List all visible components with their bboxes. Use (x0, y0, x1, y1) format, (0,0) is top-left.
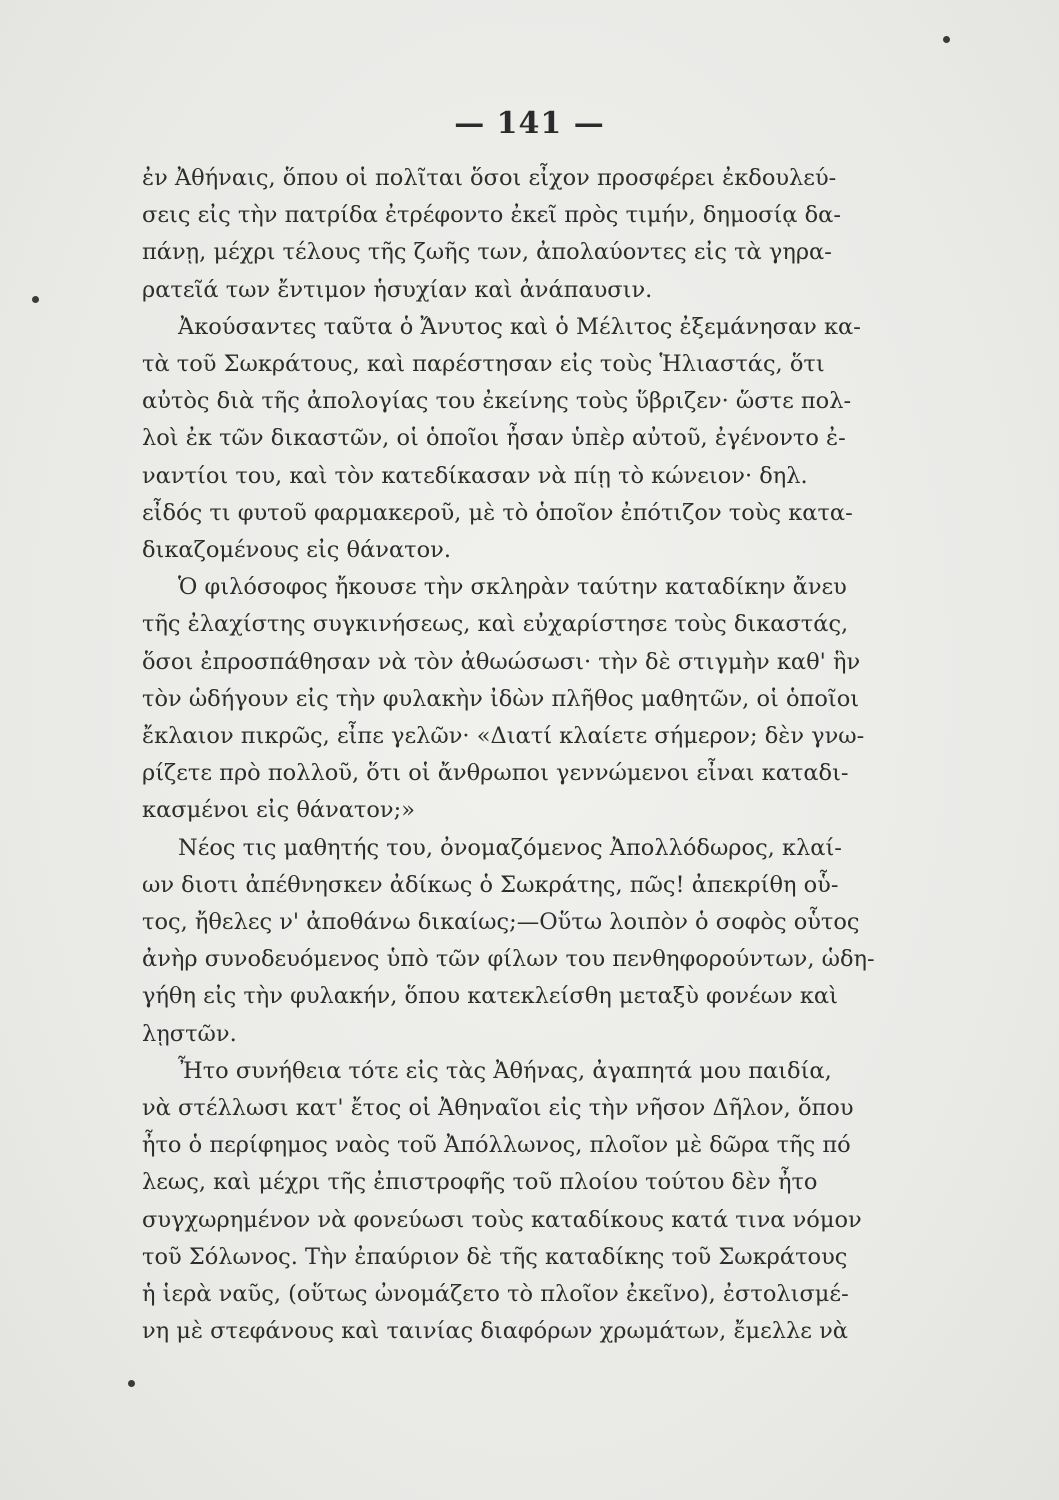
text-line: ἔκλαιον πικρῶς, εἶπε γελῶν· «Διατί κλαίετε σήμερον; δὲν γνω- (142, 723, 865, 750)
text-line: λῃστῶν. (142, 1020, 237, 1047)
text-line: πάνῃ, μέχρι τέλους τῆς ζωῆς των, ἀπολαύοντες εἰς τὰ γηρα- (142, 239, 832, 266)
text-line: Νέος τις μαθητής του, ὀνομαζόμενος Ἀπολλόδωρος, κλαί- (178, 834, 842, 861)
text-line: εἶδός τι φυτοῦ φαρμακεροῦ, μὲ τὸ ὁποῖον ἐπότιζον τοὺς κατα- (142, 499, 853, 526)
page-body (142, 160, 902, 1351)
text-line: τος, ἤθελες ν' ἀποθάνω δικαίως;—Οὕτω λοιπὸν ὁ σοφὸς οὗτος (142, 909, 860, 936)
text-line: ρίζετε πρὸ πολλοῦ, ὅτι οἱ ἄνθρωποι γεννώμενοι εἶναι καταδι- (142, 760, 849, 787)
text-line: ναντίοι του, καὶ τὸν κατεδίκασαν νὰ πίῃ τὸ κώνειον· δηλ. (142, 462, 808, 489)
text-line: γήθη εἰς τὴν φυλακήν, ὅπου κατεκλείσθη μεταξὺ φονέων καὶ (142, 983, 838, 1010)
text-line: τοῦ Σόλωνος. Τὴν ἐπαύριον δὲ τῆς καταδίκης τοῦ Σωκράτους (142, 1243, 848, 1270)
ink-speck (943, 36, 950, 43)
text-line: Ἦτο συνήθεια τότε εἰς τὰς Ἀθήνας, ἀγαπητά μου παιδία, (178, 1057, 832, 1084)
page-number: — 141 — (454, 106, 605, 141)
text-line: ὅσοι ἐπροσπάθησαν νὰ τὸν ἀθωώσωσι· τὴν δὲ στιγμὴν καθ' ἣν (142, 648, 861, 675)
text-line: νὰ στέλλωσι κατ' ἔτος οἱ Ἀθηναῖοι εἰς τὴν νῆσον Δῆλον, ὅπου (142, 1095, 854, 1122)
text-line: τὸν ὡδήγουν εἰς τὴν φυλακὴν ἰδὼν πλῆθος μαθητῶν, οἱ ὁποῖοι (142, 685, 860, 712)
text-line: ἦτο ὁ περίφημος ναὸς τοῦ Ἀπόλλωνος, πλοῖον μὲ δῶρα τῆς πό (142, 1132, 851, 1159)
text-line: ρατεῖά των ἔντιμον ἡσυχίαν καὶ ἀνάπαυσιν. (142, 276, 653, 303)
text-line: τῆς ἐλαχίστης συγκινήσεως, καὶ εὐχαρίστησε τοὺς δικαστάς, (142, 611, 849, 638)
text-line: νη μὲ στεφάνους καὶ ταινίας διαφόρων χρωμάτων, ἔμελλε νὰ (142, 1318, 848, 1345)
text-line: σεις εἰς τὴν πατρίδα ἐτρέφοντο ἐκεῖ πρὸς τιμήν, δημοσίᾳ δα- (142, 202, 841, 229)
text-line: δικαζομένους εἰς θάνατον. (142, 537, 451, 564)
text-line: ἀνὴρ συνοδευόμενος ὑπὸ τῶν φίλων του πενθηφορούντων, ὡδη- (142, 946, 875, 973)
text-line: κασμένοι εἰς θάνατον;» (142, 797, 415, 824)
text-line: τὰ τοῦ Σωκράτους, καὶ παρέστησαν εἰς τοὺς Ἡλιαστάς, ὅτι (142, 351, 825, 378)
ink-speck (32, 296, 39, 303)
ink-speck (128, 1380, 135, 1387)
text-line: ἐν Ἀθήναις, ὅπου οἱ πολῖται ὅσοι εἶχον προσφέρει ἐκδουλεύ- (142, 165, 837, 191)
text-line: αὐτὸς διὰ τῆς ἀπολογίας του ἐκείνης τοὺς ὕβριζεν· ὥστε πολ- (142, 388, 852, 415)
text-line: λοὶ ἐκ τῶν δικαστῶν, οἱ ὁποῖοι ἦσαν ὑπὲρ αὐτοῦ, ἐγένοντο ἐ- (142, 425, 846, 452)
text-line: ἡ ἱερὰ ναῦς, (οὕτως ὠνομάζετο τὸ πλοῖον ἐκεῖνο), ἐστολισμέ- (142, 1281, 849, 1308)
text-line: Ἀκούσαντες ταῦτα ὁ Ἄνυτος καὶ ὁ Μέλιτος ἐξεμάνησαν κα- (178, 313, 861, 340)
text-line: ων διοτι ἀπέθνησκεν ἀδίκως ὁ Σωκράτης, πῶς! ἀπεκρίθη οὗ- (142, 871, 839, 898)
text-line: συγχωρημένον νὰ φονεύωσι τοὺς καταδίκους κατά τινα νόμον (142, 1206, 862, 1233)
text-line: Ὁ φιλόσοφος ἤκουσε τὴν σκληρὰν ταύτην καταδίκην ἄνευ (178, 574, 847, 601)
text-line: λεως, καὶ μέχρι τῆς ἐπιστροφῆς τοῦ πλοίου τούτου δὲν ἦτο (142, 1169, 818, 1196)
